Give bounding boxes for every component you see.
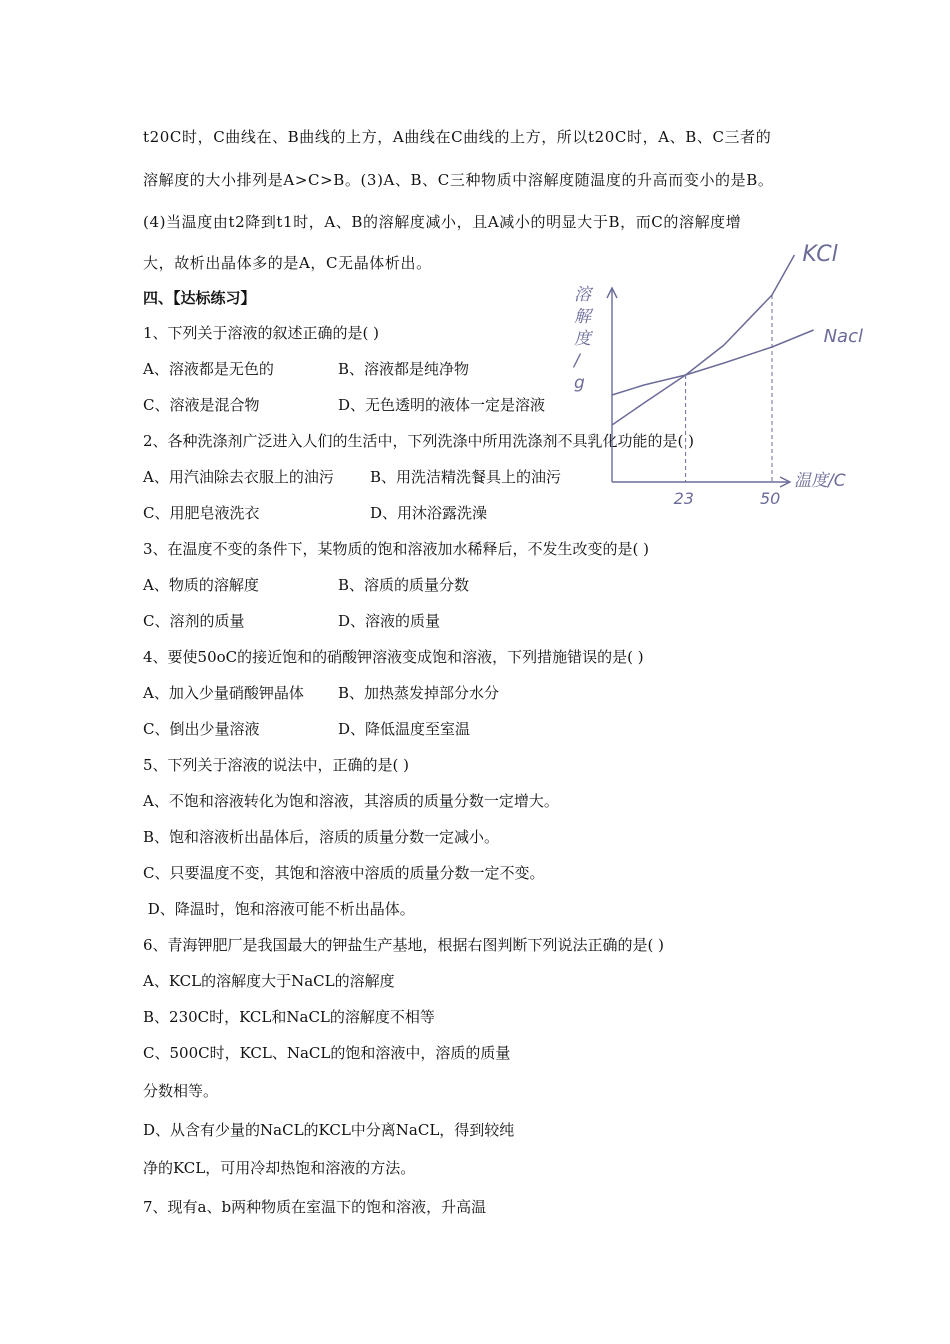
question-6-option-c-line-1: C、500C时，KCL、NaCL的饱和溶液中，溶质的质量 (143, 1044, 511, 1062)
question-6-option-d-line-1: D、从含有少量的NaCL的KCL中分离NaCL，得到较纯 (143, 1121, 515, 1139)
series-nacl-label: Nacl (823, 326, 864, 347)
question-4-option-d: D、降低温度至室温 (338, 720, 471, 738)
y-axis-label-char: / (574, 351, 580, 371)
question-3-option-a: A、物质的溶解度 (143, 576, 259, 594)
question-6-option-b: B、230C时，KCL和NaCL的溶解度不相等 (143, 1008, 435, 1026)
y-axis-label-char: 度 (574, 329, 591, 349)
question-4-option-a: A、加入少量硝酸钾晶体 (143, 684, 304, 702)
series-kcl-label: KCl (802, 242, 838, 267)
question-7-stem: 7、现有a、b两种物质在室温下的饱和溶液，升高温 (143, 1198, 487, 1216)
question-4-option-c: C、倒出少量溶液 (143, 720, 260, 738)
question-1-option-d: D、无色透明的液体一定是溶液 (338, 396, 546, 414)
question-1-option-b: B、溶液都是纯净物 (338, 360, 470, 378)
question-3-option-b: B、溶质的质量分数 (338, 576, 470, 594)
series-kcl-curve (612, 255, 794, 425)
question-5-option-b: B、饱和溶液析出晶体后，溶质的质量分数一定减小。 (143, 828, 500, 846)
question-2-option-d: D、用沐浴露洗澡 (370, 504, 488, 522)
question-5-option-c: C、只要温度不变，其饱和溶液中溶质的质量分数一定不变。 (143, 864, 545, 882)
paragraph-line-1: t20C时，C曲线在、B曲线的上方，A曲线在C曲线的上方，所以t20C时，A、B、C三者的 (143, 128, 772, 146)
question-4-option-b: B、加热蒸发掉部分水分 (338, 684, 500, 702)
section-heading: 四、【达标练习】 (143, 289, 256, 307)
question-2-option-c: C、用肥皂液洗衣 (143, 504, 260, 522)
question-2-option-b: B、用洗洁精洗餐具上的油污 (370, 468, 562, 486)
question-2-option-a: A、用汽油除去衣服上的油污 (143, 468, 334, 486)
question-1-stem: 1、下列关于溶液的叙述正确的是( ) (143, 324, 380, 342)
x-tick-label-23: 23 (673, 489, 694, 508)
question-3-stem: 3、在温度不变的条件下，某物质的饱和溶液加水稀释后，不发生改变的是( ) (143, 540, 650, 558)
question-6-stem: 6、青海钾肥厂是我国最大的钾盐生产基地，根据右图判断下列说法正确的是( ) (143, 936, 665, 954)
question-6-option-c-line-2: 分数相等。 (143, 1082, 219, 1100)
paragraph-line-4: 大，故析出晶体多的是A，C无晶体析出。 (143, 254, 432, 272)
question-5-stem: 5、下列关于溶液的说法中，正确的是( ) (143, 756, 410, 774)
x-tick-label-50: 50 (760, 489, 781, 508)
series-nacl-curve (612, 330, 814, 395)
question-3-option-d: D、溶液的质量 (338, 612, 441, 630)
question-3-option-c: C、溶剂的质量 (143, 612, 245, 630)
question-5-option-a: A、不饱和溶液转化为饱和溶液，其溶质的质量分数一定增大。 (143, 792, 559, 810)
question-1-option-c: C、溶液是混合物 (143, 396, 260, 414)
question-5-option-d: D、降温时，饱和溶液可能不析出晶体。 (143, 900, 415, 918)
y-axis-label (572, 285, 594, 393)
y-axis-label-char: 溶 (574, 285, 591, 305)
y-axis-label-char: 解 (574, 307, 591, 327)
question-6-option-a: A、KCL的溶解度大于NaCL的溶解度 (143, 972, 395, 990)
graph-marks (612, 242, 863, 508)
question-1-option-a: A、溶液都是无色的 (143, 360, 274, 378)
question-6-option-d-line-2: 净的KCL，可用冷却热饱和溶液的方法。 (143, 1159, 416, 1177)
y-axis-label-char: g (574, 373, 585, 393)
paragraph-line-3: (4)当温度由t2降到t1时，A、B的溶解度减小，且A减小的明显大于B，而C的溶解度增 (143, 213, 742, 231)
x-axis-label: 温度/C (794, 471, 846, 491)
question-4-stem: 4、要使50oC的接近饱和的硝酸钾溶液变成饱和溶液，下列措施错误的是( ) (143, 648, 644, 666)
question-2-stem: 2、各种洗涤剂广泛进入人们的生活中，下列洗涤中所用洗涤剂不具乳化功能的是( ) (143, 432, 695, 450)
paragraph-line-2: 溶解度的大小排列是A>C>B。(3)A、B、C三种物质中溶解度随温度的升高而变小的是B。 (143, 171, 774, 189)
solubility-graph (560, 242, 864, 517)
